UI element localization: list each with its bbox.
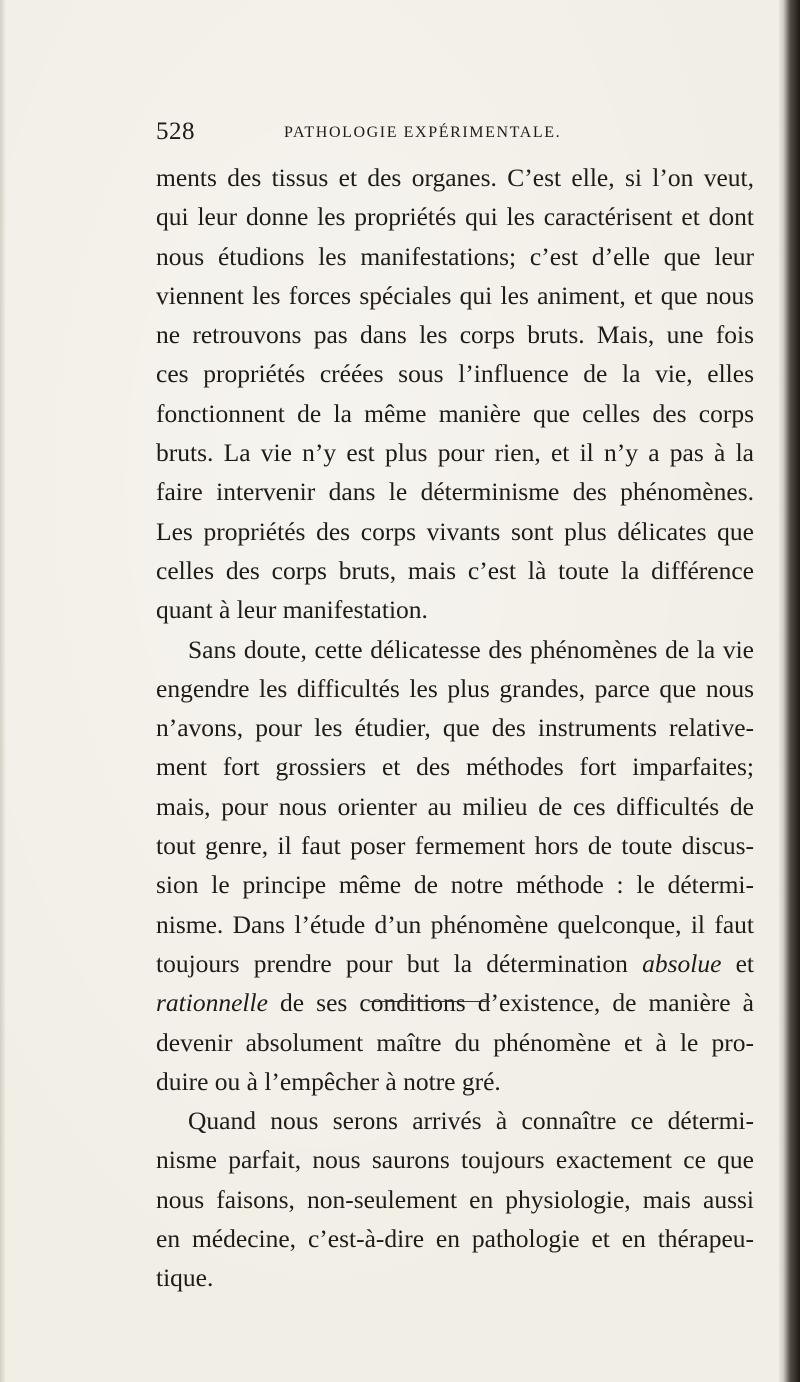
text-line: ment fort grossiers et des méthodes fort imparfaites; <box>156 752 754 782</box>
page-header <box>156 119 756 145</box>
text-line: fonctionnent de la même manière que celles des corps <box>156 398 754 428</box>
text-segment: et <box>735 948 755 978</box>
text-line: ne retrouvons pas dans les corps bruts. Mais, une fois <box>156 320 754 350</box>
text-line: tout genre, il faut poser fermement hors de toute discus- <box>156 831 754 861</box>
body-text <box>156 158 754 1298</box>
text-line: n’avons, pour les étudier, que des instruments relative- <box>156 713 754 743</box>
text-line: Sans doute, cette délicatesse des phénomènes de la vie <box>188 634 754 664</box>
running-title: PATHOLOGIE EXPÉRIMENTALE. <box>284 124 562 141</box>
text-line: qui leur donne les propriétés qui les caractérisent et dont <box>156 202 754 232</box>
text-line: Quand nous serons arrivés à connaître ce détermi- <box>188 1106 754 1136</box>
text-line: sion le principe même de notre méthode : le détermi- <box>156 870 754 900</box>
text-line: quant à leur manifestation. <box>156 595 428 625</box>
text-line: bruts. La vie n’y est plus pour rien, et il n’y a pas à la <box>156 438 754 468</box>
binding-shadow <box>778 0 800 1382</box>
page-number: 528 <box>156 118 195 145</box>
text-line: faire intervenir dans le déterminisme des phénomènes. <box>156 477 754 507</box>
section-end-rule <box>370 1001 490 1002</box>
text-line: viennent les forces spéciales qui les animent, et que nous <box>156 280 754 310</box>
text-line: nous étudions les manifestations; c’est d’elle que leur <box>156 241 754 271</box>
text-line: tique. <box>156 1263 214 1293</box>
page-left-edge <box>0 0 6 1382</box>
text-segment: toujours prendre pour but la détermination <box>156 948 628 978</box>
text-segment: de ses conditions d’existence, de manière à <box>280 988 754 1018</box>
text-line: engendre les difficultés les plus grandes, parce que nous <box>156 673 754 703</box>
text-line: duire ou à l’empêcher à notre gré. <box>156 1066 501 1096</box>
text-line: mais, pour nous orienter au milieu de ces difficultés de <box>156 791 754 821</box>
text-line: Les propriétés des corps vivants sont plus délicates que <box>156 516 754 546</box>
text-line: celles des corps bruts, mais c’est là toute la différence <box>156 555 754 585</box>
text-line <box>156 983 754 1022</box>
text-line: devenir absolument maître du phénomène et à le pro- <box>156 1027 754 1057</box>
text-line: en médecine, c’est-à-dire en pathologie et en thérapeu- <box>156 1224 754 1254</box>
text-line: nisme. Dans l’étude d’un phénomène quelconque, il faut <box>156 909 754 939</box>
text-line: ments des tissus et des organes. C’est elle, si l’on veut, <box>156 163 754 192</box>
italic-term: rationnelle <box>156 988 268 1018</box>
text-line: ces propriétés créées sous l’influence de la vie, elles <box>156 359 754 389</box>
text-line: nous faisons, non-seulement en physiologie, mais aussi <box>156 1184 754 1214</box>
text-line <box>156 944 754 983</box>
italic-term: absolue <box>642 948 722 978</box>
text-line: nisme parfait, nous saurons toujours exactement ce que <box>156 1145 754 1175</box>
